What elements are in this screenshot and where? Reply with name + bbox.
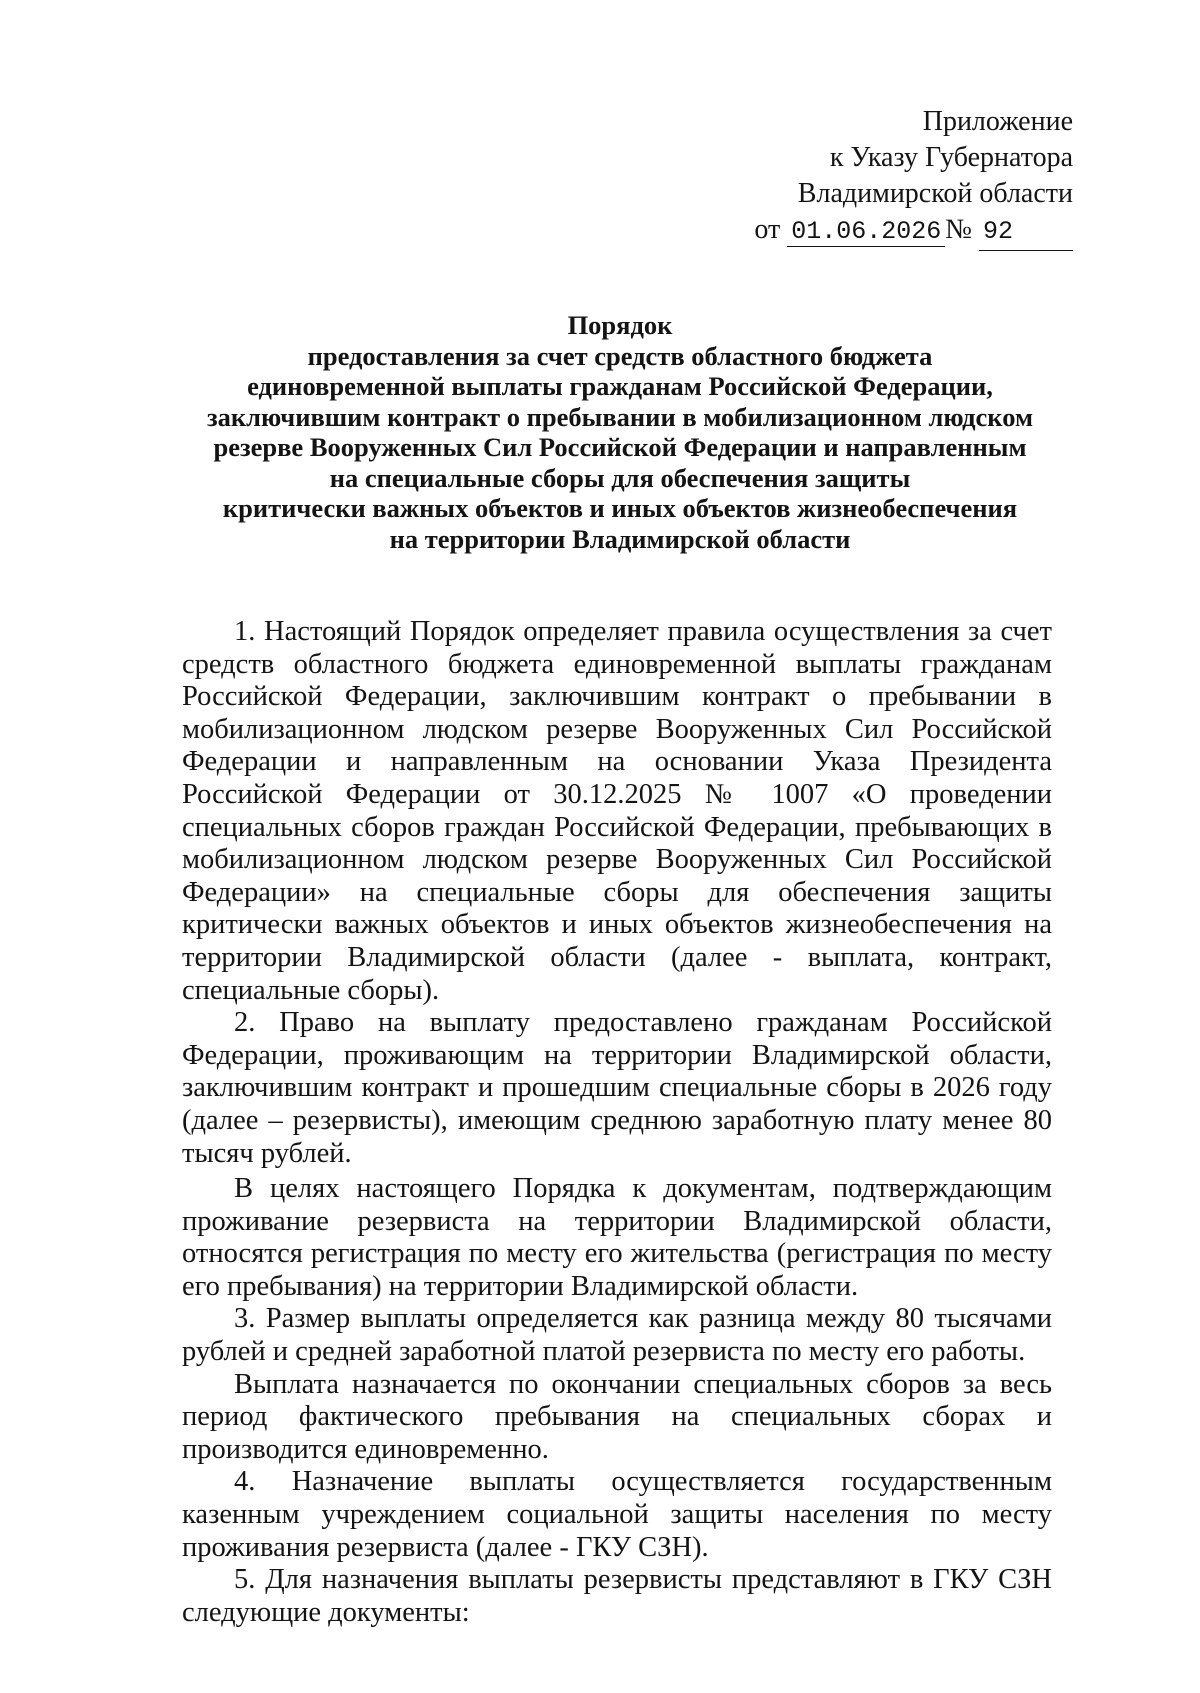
paragraph-2-residence: В целях настоящего Порядка к документам, подтверждающим проживание резервиста на территории Владимирской области, относятся регистрация по месту его жительства (регистрация по месту его пребывания) на территории Владимирской области. [182, 1173, 1052, 1302]
title-line: резерве Вооруженных Сил Российской Федерации и направленным [213, 432, 1027, 462]
title-line: единовременной выплаты гражданам Российской Федерации, [247, 371, 993, 401]
appendix-header [754, 104, 1073, 251]
title-line: заключившим контракт о пребывании в мобилизационном людском [206, 401, 1034, 432]
document-title [180, 310, 1060, 554]
appendix-region: Владимирской области [797, 178, 1073, 209]
paragraph-3: 3. Размер выплаты определяется как разница между 80 тысячами рублей и средней заработной платой резервиста по месту его работы. [182, 1303, 1052, 1368]
paragraph-2: 2. Право на выплату предоставлено гражданам Российской Федерации, проживающим на территории Владимирской области, заключившим контракт и прошедшим специальные сборы в 2026 году (далее – резервисты), имеющим среднюю заработную плату менее 80 тысяч рублей. [182, 1007, 1052, 1169]
appendix-date-line [754, 212, 1073, 251]
decree-number: 92 [979, 214, 1073, 251]
title-heading: Порядок [567, 310, 673, 340]
title-line: на специальные сборы для обеспечения защиты [329, 462, 911, 493]
paragraph-4: 4. Назначение выплаты осуществляется государственным казенным учреждением социальной защиты населения по месту проживания резервиста (далее - ГКУ СЗН). [182, 1466, 1052, 1563]
appendix-label: Приложение [922, 106, 1073, 137]
document-body [182, 616, 1052, 1629]
number-prefix: № [945, 214, 972, 245]
paragraph-3-payment: Выплата назначается по окончании специальных сборов за весь период фактического пребывания на специальных сборах и производится единовременно. [182, 1368, 1052, 1465]
decree-date: 01.06.2026 [787, 217, 945, 247]
title-line: на территории Владимирской области [389, 523, 851, 554]
appendix-decree-ref: к Указу Губернатора [829, 142, 1073, 173]
paragraph-1: 1. Настоящий Порядок определяет правила осуществления за счет средств областного бюджета единовременной выплаты гражданам Российской Федерации, заключившим контракт о пребывании в мобилизационном людском резерве Вооруженных Сил Российской Федерации и направленным на основании Указа Президента Российской Федерации от 30.12.2025 № 1007 «О проведении специальных сборов граждан Российской Федерации, пребывающих в мобилизационном людском резерве Вооруженных Сил Российской Федерации» на специальные сборы для обеспечения защиты критически важных объектов и иных объектов жизнеобеспечения на территории Владимирской области (далее - выплата, контракт, специальные сборы). [182, 616, 1052, 1006]
title-line: критически важных объектов и иных объектов жизнеобеспечения [222, 493, 1018, 523]
date-prefix: от [754, 214, 781, 245]
title-line: предоставления за счет средств областного бюджета [307, 340, 933, 371]
paragraph-5: 5. Для назначения выплаты резервисты представляют в ГКУ СЗН следующие документы: [182, 1564, 1052, 1628]
